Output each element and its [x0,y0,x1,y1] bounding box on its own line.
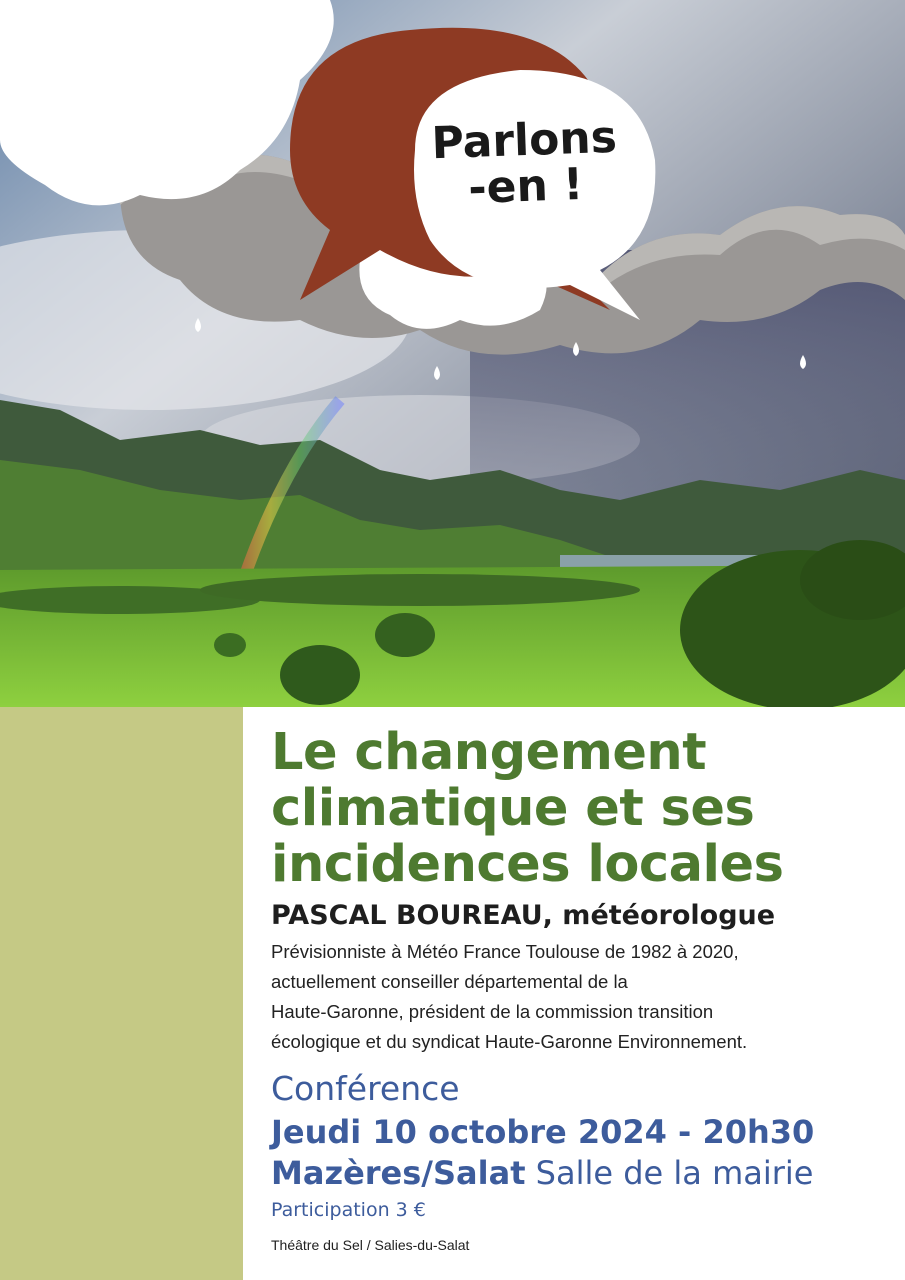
speaker-bio [271,937,901,1057]
bio-line-3: Haute-Garonne, président de la commission transition [271,1001,714,1022]
bio-line-4: écologique et du syndicat Haute-Garonne Environnement. [271,1031,748,1052]
speaker-name: PASCAL BOUREAU, météorologue [271,900,776,931]
event-place [271,1154,813,1192]
green-sidebar [0,707,243,1280]
title-line-3: incidences locales [271,835,784,894]
logo-line-2: -en ! [467,158,585,214]
event-date: Jeudi 10 octobre 2024 - 20h30 [271,1113,815,1151]
event-room: Salle de la mairie [535,1154,814,1192]
logo-line-1: Parlons [430,111,618,170]
bio-line-1: Prévisionniste à Météo France Toulouse de 1982 à 2020, [271,941,739,962]
event-price: Participation 3 € [271,1199,426,1221]
title-line-2: climatique et ses [271,779,755,838]
event-title [271,725,891,893]
organizer: Théâtre du Sel / Salies-du-Salat [271,1237,470,1253]
event-town: Mazères/Salat [271,1154,526,1192]
bio-line-2: actuellement conseiller départemental de la [271,971,628,992]
event-type: Conférence [271,1069,460,1108]
event-details [243,707,905,1280]
title-line-1: Le changement [271,723,707,782]
logo [408,111,641,214]
